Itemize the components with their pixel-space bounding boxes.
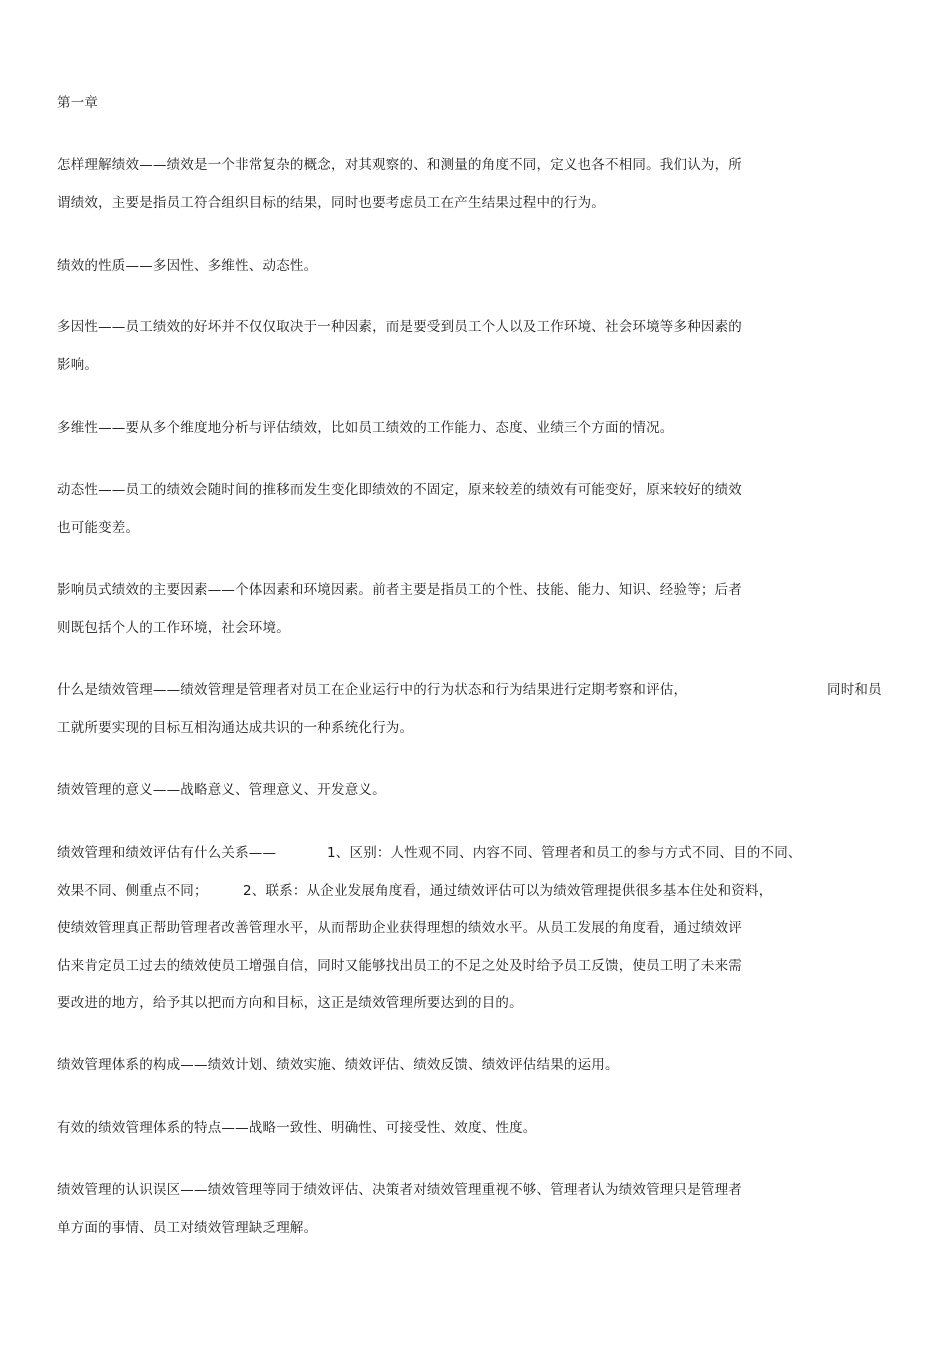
text-line: 绩效管理的意义——战略意义、管理意义、开发意义。 — [57, 782, 386, 798]
text-line: 影响。 — [57, 357, 99, 373]
text-line: 什么是绩效管理——绩效管理是管理者对员工在企业运行中的行为状态和行为结果进行定期考察和评估， — [57, 682, 688, 698]
text-line: 估来肯定员工过去的绩效使员工增强自信，同时又能够找出员工的不足之处及时给予员工反馈，使员工明了未来需 — [57, 958, 742, 974]
text-line: 影响员式绩效的主要因素——个体因素和环境因素。前者主要是指员工的个性、技能、能力、知识、经验等；后者 — [57, 582, 742, 598]
text-line: 绩效管理体系的构成——绩效计划、绩效实施、绩效评估、绩效反馈、绩效评估结果的运用。 — [57, 1057, 619, 1073]
text-line: 同时和员 — [827, 682, 882, 698]
text-line: 则既包括个人的工作环境，社会环境。 — [57, 620, 290, 636]
text-line: 绩效管理和绩效评估有什么关系—— — [57, 845, 277, 861]
text-line: 绩效的性质——多因性、多维性、动态性。 — [57, 258, 318, 274]
text-line: 怎样理解绩效——绩效是一个非常复杂的概念，对其观察的、和测量的角度不同，定义也各不相同。我们认为，所 — [57, 157, 742, 173]
chapter-heading: 第一章 — [57, 95, 99, 111]
text-line: 使绩效管理真正帮助管理者改善管理水平，从而帮助企业获得理想的绩效水平。从员工发展的角度看，通过绩效评 — [57, 920, 742, 936]
text-line: 有效的绩效管理体系的特点——战略一致性、明确性、可接受性、效度、性度。 — [57, 1120, 537, 1136]
text-line: 多因性——员工绩效的好坏并不仅仅取决于一种因素，而是要受到员工个人以及工作环境、社会环境等多种因素的 — [57, 319, 742, 335]
text-line: 2、联系：从企业发展角度看，通过绩效评估可以为绩效管理提供很多基本住处和资料， — [243, 883, 773, 899]
text-line: 多维性——要从多个维度地分析与评估绩效，比如员工绩效的工作能力、态度、业绩三个方面的情况。 — [57, 420, 674, 436]
text-line: 动态性——员工的绩效会随时间的推移而发生变化即绩效的不固定，原来较差的绩效有可能变好，原来较好的绩效 — [57, 482, 742, 498]
text-line: 要改进的地方，给予其以把而方向和目标，这正是绩效管理所要达到的目的。 — [57, 995, 523, 1011]
text-line: 效果不同、侧重点不同； — [57, 883, 208, 899]
text-line: 工就所要实现的目标互相沟通达成共识的一种系统化行为。 — [57, 720, 414, 736]
text-line: 绩效管理的认识误区——绩效管理等同于绩效评估、决策者对绩效管理重视不够、管理者认为绩效管理只是管理者 — [57, 1182, 742, 1198]
text-line: 谓绩效，主要是指员工符合组织目标的结果，同时也要考虑员工在产生结果过程中的行为。 — [57, 195, 605, 211]
text-line: 1、区别：人性观不同、内容不同、管理者和员工的参与方式不同、目的不同、 — [327, 845, 802, 861]
text-line: 单方面的事情、员工对绩效管理缺乏理解。 — [57, 1220, 318, 1236]
text-line: 也可能变差。 — [57, 520, 140, 536]
